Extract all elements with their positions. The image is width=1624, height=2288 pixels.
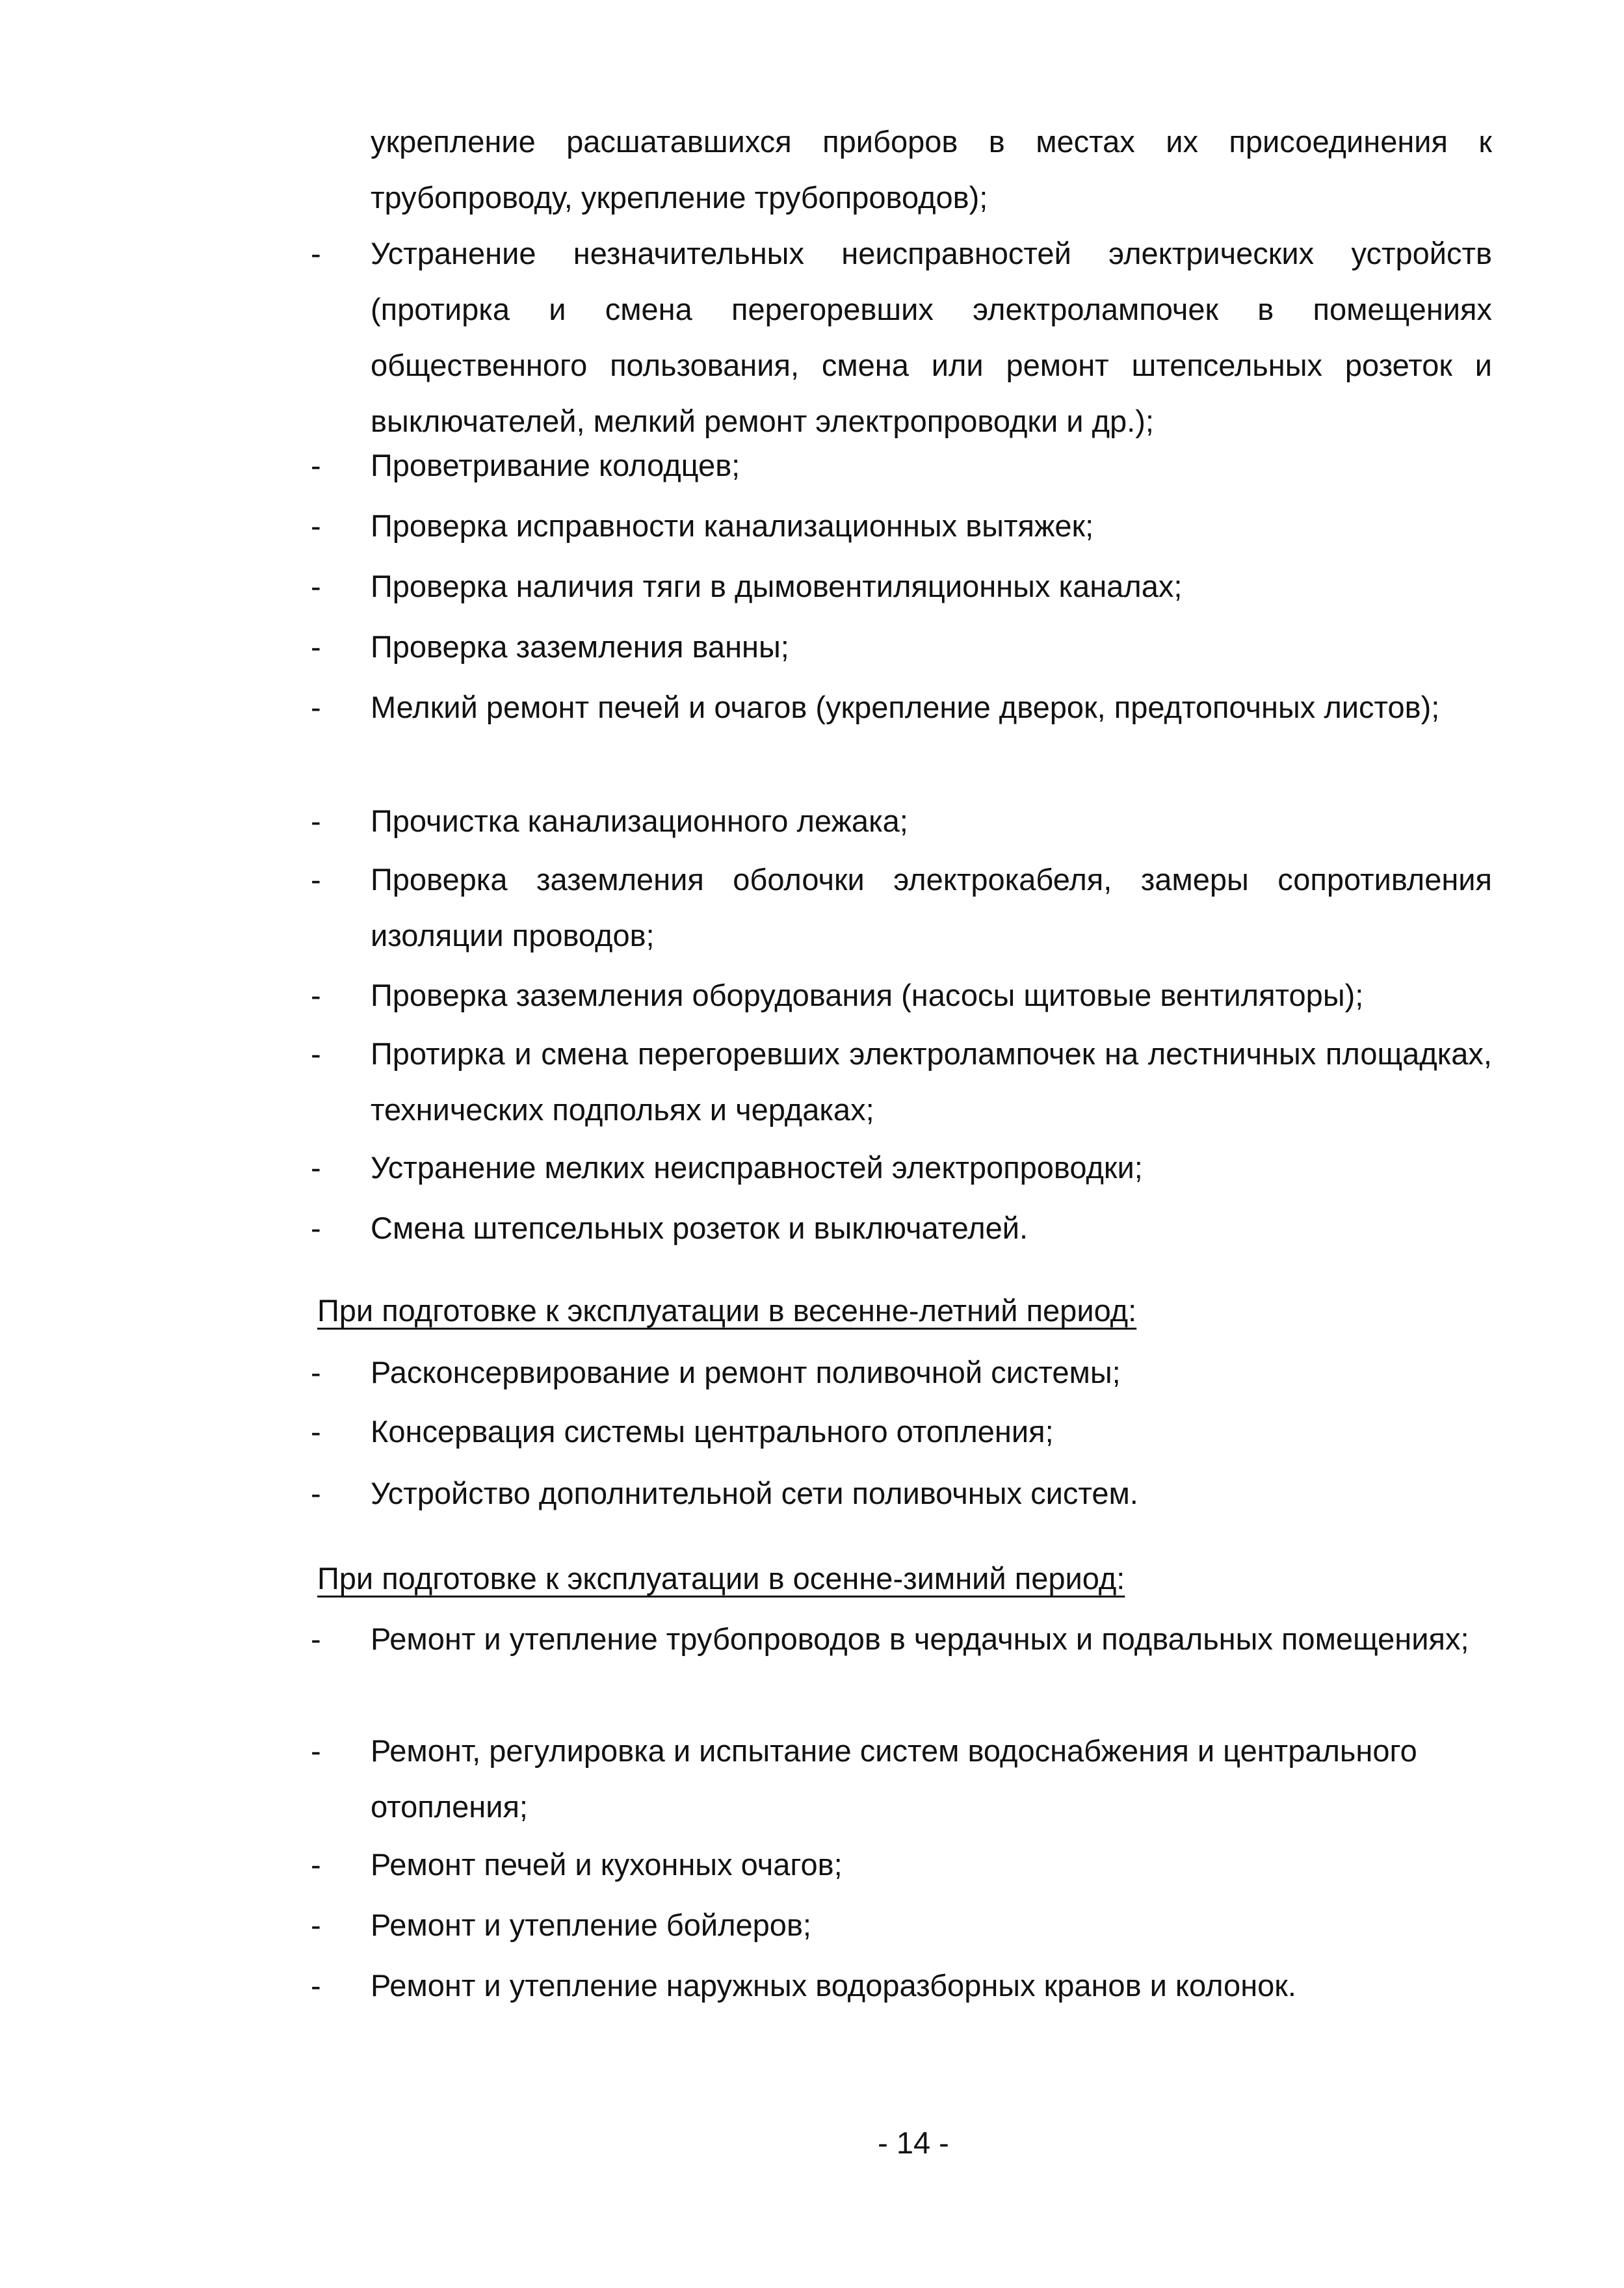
- list-item: Ремонт и утепление бойлеров;: [371, 1908, 811, 1942]
- list-dash: -: [311, 1968, 321, 2003]
- list-dash: -: [311, 629, 321, 664]
- list-dash: -: [311, 804, 321, 838]
- list-dash: -: [311, 1847, 321, 1882]
- list-item: Ремонт и утепление наружных водоразборных кранов и колонок.: [371, 1968, 1296, 2003]
- list-dash: -: [311, 862, 321, 897]
- list-dash: -: [311, 1908, 321, 1942]
- list-dash: -: [311, 1733, 321, 1768]
- list-dash: -: [311, 1414, 321, 1449]
- list-dash: -: [311, 1211, 321, 1245]
- continuation-paragraph: укрепление расшатавшихся приборов в местах их присоединения к трубопроводу, укрепление трубопроводов);: [371, 124, 1492, 215]
- list-item: Устранение незначительных неисправностей электрических устройств (протирка и смена перегоревших электролампочек в помещениях общественного пользования, смена или ремонт штепсельных розеток и выключателей, мелкий ремонт электропроводки и др.);: [371, 236, 1492, 438]
- list-dash: -: [311, 690, 321, 724]
- list-dash: -: [311, 1476, 321, 1510]
- section-heading-spring-summer: При подготовке к эксплуатации в весенне-летний период:: [317, 1293, 1137, 1328]
- list-item: Устранение мелких неисправностей электропроводки;: [371, 1150, 1143, 1185]
- list-dash: -: [311, 978, 321, 1012]
- list-dash: -: [311, 236, 321, 270]
- list-item: Ремонт и утепление трубопроводов в чердачных и подвальных помещениях;: [371, 1622, 1469, 1656]
- list-item: Устройство дополнительной сети поливочных систем.: [371, 1476, 1138, 1510]
- list-item: Проверка заземления оборудования (насосы щитовые вентиляторы);: [371, 978, 1364, 1012]
- list-dash: -: [311, 1150, 321, 1185]
- list-item: Прочистка канализационного лежака;: [371, 804, 908, 838]
- list-item: Консервация системы центрального отопления;: [371, 1414, 1054, 1449]
- list-dash: -: [311, 448, 321, 482]
- list-item: Ремонт, регулировка и испытание систем водоснабжения и центрального отопления;: [371, 1733, 1417, 1824]
- list-item: Расконсервирование и ремонт поливочной системы;: [371, 1355, 1121, 1389]
- list-dash: -: [311, 1036, 321, 1071]
- list-dash: -: [311, 1355, 321, 1389]
- list-item: Проверка заземления оболочки электрокабеля, замеры сопротивления изоляции проводов;: [371, 862, 1492, 953]
- list-item: Смена штепсельных розеток и выключателей.: [371, 1211, 1028, 1245]
- page-number: - 14 -: [878, 2125, 949, 2160]
- list-dash: -: [311, 508, 321, 543]
- list-item: Проверка исправности канализационных вытяжек;: [371, 508, 1094, 543]
- section-heading-autumn-winter: При подготовке к эксплуатации в осенне-зимний период:: [317, 1561, 1125, 1596]
- list-dash: -: [311, 569, 321, 603]
- list-item: Протирка и смена перегоревших электролампочек на лестничных площадках, технических подпольях и чердаках;: [371, 1036, 1492, 1127]
- list-item: Проверка заземления ванны;: [371, 629, 789, 664]
- list-item: Проветривание колодцев;: [371, 448, 740, 482]
- list-item: Проверка наличия тяги в дымовентиляционных каналах;: [371, 569, 1183, 603]
- list-item: Ремонт печей и кухонных очагов;: [371, 1847, 843, 1882]
- list-item: Мелкий ремонт печей и очагов (укрепление дверок, предтопочных листов);: [371, 690, 1440, 724]
- list-dash: -: [311, 1622, 321, 1656]
